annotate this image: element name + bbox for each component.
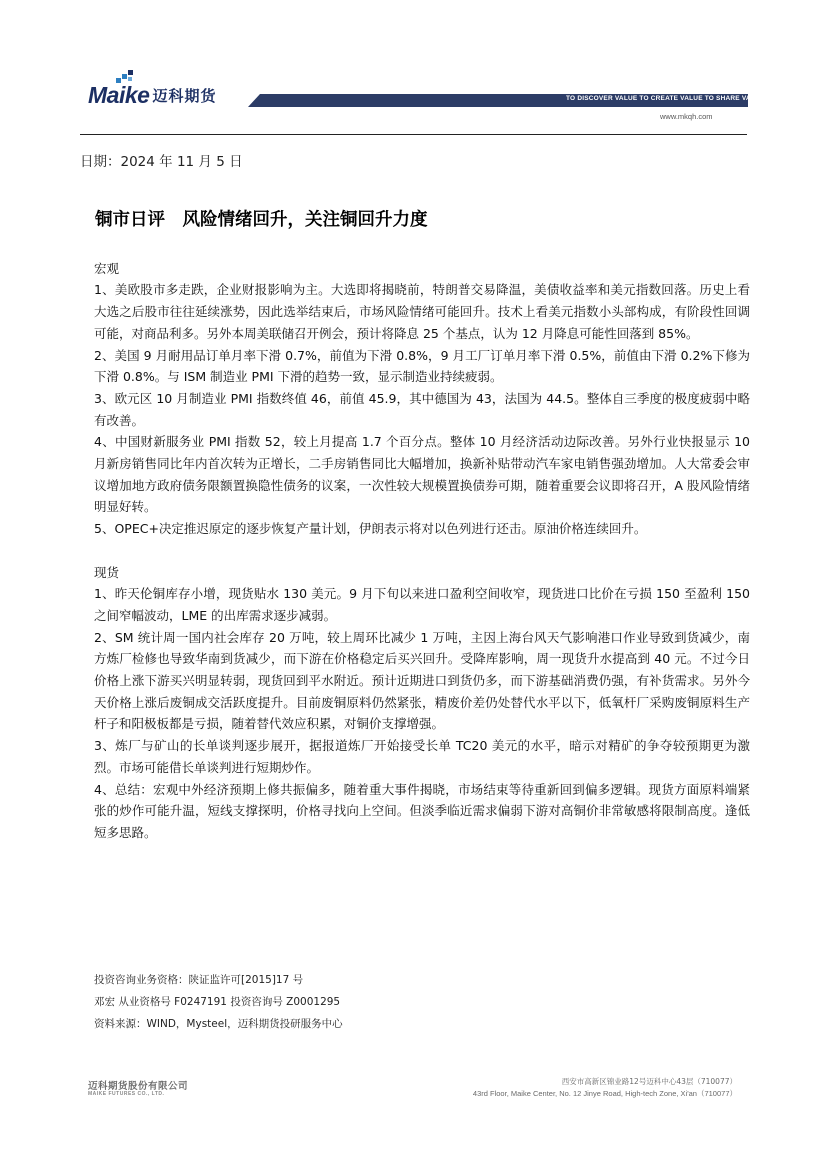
macro-item: 5、OPEC+决定推迟原定的逐步恢复产量计划，伊朗表示将对以色列进行还击。原油价格连续回升。 <box>94 521 647 537</box>
report-body <box>94 236 750 844</box>
macro-item: 3、欧元区 10 月制造业 PMI 指数终值 46，前值 45.9，其中德国为 43，法国为 44.5。整体自三季度的极度疲弱中略有改善。 <box>94 390 750 428</box>
spot-item: 4、总结：宏观中外经济预期上修共振偏多，随着重大事件揭晓，市场结束等待重新回到偏多逻辑。现货方面原料端紧张的炒作可能升温，短线支撑探明，价格寻找向上空间。但淡季临近需求偏弱下游对高铜价非常敏感将限制高度。逢低短多思路。 <box>94 781 750 840</box>
footer-company-name: 迈科期货股份有限公司 <box>88 1081 189 1092</box>
company-logo <box>88 78 216 112</box>
section-heading-spot: 现货 <box>94 564 120 580</box>
macro-item: 1、美欧股市多走跌，企业财报影响为主。大选即将揭晓前，特朗普交易降温，美债收益率和美元指数回落。历史上看大选之后股市往往延续涨势，因此选举结束后，市场风险情绪可能回升。技术上看美元指数小头部构成，有阶段性回调可能，对商品利多。另外本周美联储召开例会，预计将降息 25 个基点，认为 12 月降息可能性回落到 85%。 <box>94 282 750 341</box>
report-title: 铜市日评 风险情绪回升，关注铜回升力度 <box>95 210 428 230</box>
spot-item: 3、炼厂与矿山的长单谈判逐步展开，据报道炼厂开始接受长单 TC20 美元的水平，暗示对精矿的争夺较预期更为激烈。市场可能借长单谈判进行短期炒作。 <box>94 738 750 775</box>
footer-company-name-en: MAIKE FUTURES CO., LTD. <box>88 1091 165 1097</box>
page-header <box>0 0 826 140</box>
license-line: 投资咨询业务资格：陕证监许可[2015]17 号 <box>94 974 304 986</box>
macro-item: 2、美国 9 月耐用品订单月率下滑 0.7%，前值为下滑 0.8%，9 月工厂订单月率下滑 0.5%，前值由下滑 0.2%下修为下滑 0.8%。与 ISM 制造业 PMI 下滑的趋势一致，显示制造业持续疲弱。 <box>94 347 750 385</box>
report-date: 日期：2024 年 11 月 5 日 <box>80 154 243 170</box>
footer-address-en: 43rd Floor, Maike Center, No. 12 Jinye Road, High-tech Zone, Xi'an（710077） <box>472 1089 737 1098</box>
spot-item: 1、昨天伦铜库存小增，现货贴水 130 美元。9 月下旬以来进口盈利空间收窄，现货进口比价在亏损 150 至盈利 150 之间窄幅波动，LME 的出库需求逐步减弱。 <box>94 586 750 623</box>
macro-item: 4、中国财新服务业 PMI 指数 52，较上月提高 1.7 个百分点。整体 10 月经济活动边际改善。另外行业快报显示 10 月新房销售同比年内首次转为正增长，二手房销售同比大幅增加，换新补贴带动汽车家电销售强劲增加。人大常委会审议增加地方政府债务限额置换隐性债务的议案，一次性较大规模置换债券可期，随着重要会议即将召开，A 股风险情绪明显好转。 <box>94 434 750 515</box>
analyst-line: 邓宏 从业资格号 F0247191 投资咨询号 Z0001295 <box>94 996 341 1008</box>
disclosure-info <box>94 969 343 1035</box>
website-url: www.mkqh.com <box>660 112 713 121</box>
header-divider <box>80 134 747 135</box>
footer-address: 西安市高新区锦业路12号迈科中心43层（710077） <box>561 1077 737 1086</box>
section-heading-macro: 宏观 <box>94 260 120 276</box>
logo-wordmark: Maike <box>88 81 150 108</box>
logo-chinese-name: 迈科期货 <box>152 86 217 105</box>
slogan: TO DISCOVER VALUE TO CREATE VALUE TO SHARE VALUE <box>566 95 765 102</box>
data-source-line: 资料来源：WIND，Mysteel，迈科期货投研服务中心 <box>94 1018 343 1030</box>
spot-item: 2、SM 统计周一国内社会库存 20 万吨，较上周环比减少 1 万吨，主因上海台风天气影响港口作业导致到货减少，南方炼厂检修也导致华南到货减少，而下游在价格稳定后买兴回升。受降库影响，周一现货升水提高到 40 元。不过今日价格上涨下游买兴明显转弱，现货回到平水附近。预计近期进口到货仍多，而下游基础消费仍强，有补货需求。另外今天价格上涨后废铜成交活跃度提升。目前废铜原料仍然紧张，精废价差仍处替代水平以下，低氧杆厂采购废铜原料生产杆子和阳极板都是亏损，随着替代效应积累，对铜价支撑增强。 <box>94 629 750 732</box>
